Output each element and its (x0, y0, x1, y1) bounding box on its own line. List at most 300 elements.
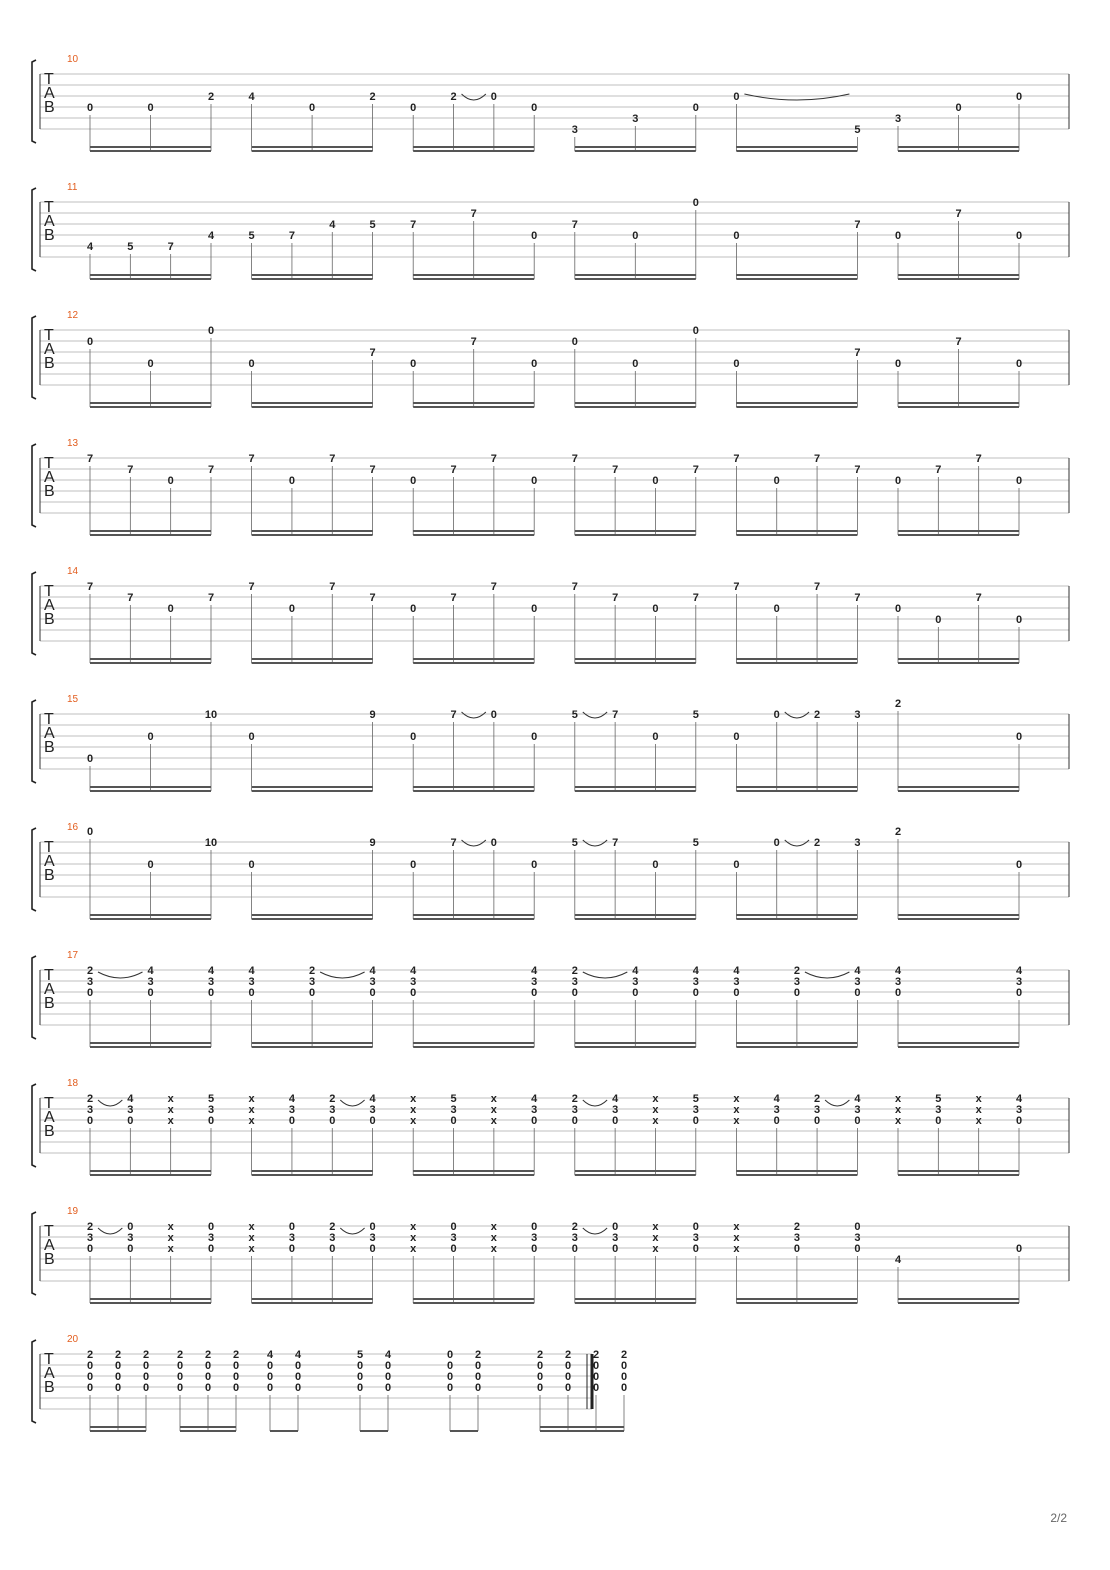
fret-number: 0 (620, 1382, 628, 1394)
system-bracket (32, 60, 36, 143)
fret-number: 2 (620, 1349, 628, 1361)
fret-number: x (167, 1104, 174, 1116)
fret-number: 2 (86, 1349, 94, 1361)
fret-number: 3 (1015, 1104, 1023, 1116)
fret-number: 0 (248, 987, 255, 999)
fret-number: 0 (410, 987, 417, 999)
fret-number: 3 (86, 1104, 94, 1116)
tie-arc (98, 1100, 122, 1106)
fret-number: 0 (248, 358, 255, 370)
fret-number: 0 (773, 837, 780, 849)
fret-number: 0 (369, 987, 376, 999)
fret-number: 3 (531, 976, 538, 988)
fret-number: 7 (86, 581, 94, 593)
tie-arc (98, 972, 143, 978)
fret-number: 7 (450, 464, 457, 476)
fret-number: 0 (147, 358, 154, 370)
fret-number: 7 (612, 592, 619, 604)
fret-number: 0 (176, 1360, 184, 1372)
system-bracket (32, 1340, 36, 1423)
fret-number: 7 (86, 453, 94, 465)
fret-number: x (410, 1093, 417, 1105)
fret-number: 0 (773, 1115, 780, 1127)
fret-number: 0 (294, 1360, 302, 1372)
fret-number: 2 (564, 1349, 572, 1361)
fret-number: x (410, 1243, 417, 1255)
fret-number: x (248, 1243, 255, 1255)
fret-number: 0 (356, 1371, 364, 1383)
fret-number: 4 (248, 91, 255, 103)
fret-number: 0 (446, 1360, 454, 1372)
fret-number: 3 (692, 1232, 699, 1244)
fret-number: 9 (369, 837, 376, 849)
fret-number: 0 (536, 1371, 544, 1383)
fret-number: 3 (632, 976, 639, 988)
fret-number: 7 (854, 347, 861, 359)
fret-number: 0 (652, 731, 659, 743)
fret-number: 2 (86, 1093, 94, 1105)
fret-number: 0 (531, 1115, 538, 1127)
fret-number: 0 (410, 102, 417, 114)
fret-number: 0 (652, 603, 659, 615)
tie-arc (320, 972, 365, 978)
fret-number: 2 (814, 837, 821, 849)
fret-number: x (894, 1093, 902, 1105)
fret-number: 7 (369, 347, 376, 359)
fret-number: 5 (369, 219, 376, 231)
fret-number: 0 (692, 1243, 699, 1255)
fret-number: 7 (975, 592, 982, 604)
fret-number: 0 (592, 1382, 600, 1394)
fret-number: 0 (309, 987, 316, 999)
fret-number: 3 (369, 976, 376, 988)
fret-number: 0 (369, 1243, 376, 1255)
fret-number: 7 (571, 453, 578, 465)
fret-number: 7 (450, 837, 457, 849)
bar-number: 11 (67, 182, 78, 193)
tab-clef-letter: T (44, 711, 54, 728)
fret-number: 0 (733, 731, 740, 743)
fret-number: 0 (147, 859, 154, 871)
fret-number: 0 (410, 859, 417, 871)
fret-number: 4 (147, 965, 154, 977)
fret-number: x (652, 1104, 659, 1116)
fret-number: x (975, 1115, 982, 1127)
fret-number: 0 (147, 987, 154, 999)
fret-number: 5 (571, 837, 578, 849)
fret-number: 3 (1015, 976, 1023, 988)
tie-arc (583, 712, 607, 718)
fret-number: 0 (329, 1115, 336, 1127)
system-bracket (32, 1084, 36, 1167)
fret-number: 0 (127, 1243, 134, 1255)
fret-number: 0 (1015, 614, 1023, 626)
fret-number: 7 (935, 464, 942, 476)
fret-number: 0 (955, 102, 962, 114)
tab-clef-letter: T (44, 583, 54, 600)
fret-number: 4 (773, 1093, 780, 1105)
fret-number: 5 (935, 1093, 942, 1105)
fret-number: 0 (564, 1360, 572, 1372)
fret-number: 0 (204, 1360, 212, 1372)
fret-number: 2 (329, 1221, 336, 1233)
fret-number: 0 (147, 102, 154, 114)
fret-number: 0 (446, 1371, 454, 1383)
fret-number: 0 (86, 826, 94, 838)
fret-number: 4 (692, 965, 699, 977)
fret-number: x (248, 1093, 255, 1105)
fret-number: 0 (86, 1115, 94, 1127)
fret-number: 0 (854, 1243, 861, 1255)
fret-number: 2 (86, 1221, 94, 1233)
fret-number: 7 (814, 453, 821, 465)
fret-number: 2 (814, 709, 821, 721)
fret-number: 7 (955, 336, 962, 348)
fret-number: 4 (369, 965, 376, 977)
fret-number: 3 (207, 1104, 215, 1116)
fret-number: 0 (692, 987, 699, 999)
fret-number: 3 (894, 113, 902, 125)
fret-number: 0 (1015, 731, 1023, 743)
fret-number: x (248, 1115, 255, 1127)
fret-number: x (733, 1221, 740, 1233)
fret-number: 0 (814, 1115, 821, 1127)
fret-number: 0 (446, 1382, 454, 1394)
fret-number: 2 (114, 1349, 122, 1361)
fret-number: 0 (773, 709, 780, 721)
fret-number: 0 (167, 603, 174, 615)
fret-number: x (248, 1232, 255, 1244)
fret-number: x (167, 1115, 174, 1127)
fret-number: 4 (86, 241, 94, 253)
tab-clef-letter: B (44, 611, 55, 628)
fret-number: 0 (384, 1360, 392, 1372)
fret-number: 0 (207, 1221, 215, 1233)
bar-number: 16 (67, 822, 79, 833)
tab-clef-letter: T (44, 1351, 54, 1368)
fret-number: 7 (814, 581, 821, 593)
fret-number: 0 (294, 1371, 302, 1383)
fret-number: 7 (854, 464, 861, 476)
fret-number: 5 (571, 709, 578, 721)
fret-number: 4 (612, 1093, 619, 1105)
bar-number: 10 (67, 54, 79, 65)
fret-number: 5 (692, 837, 699, 849)
fret-number: 0 (692, 102, 699, 114)
fret-number: x (410, 1232, 417, 1244)
fret-number: 3 (329, 1232, 336, 1244)
fret-number: 0 (531, 603, 538, 615)
fret-number: 5 (248, 230, 255, 242)
fret-number: 0 (652, 859, 659, 871)
system-bracket (32, 956, 36, 1039)
fret-number: 3 (450, 1232, 457, 1244)
fret-number: x (652, 1221, 659, 1233)
fret-number: 0 (531, 230, 538, 242)
fret-number: 7 (127, 464, 134, 476)
fret-number: 2 (450, 91, 457, 103)
fret-number: 0 (1015, 91, 1023, 103)
tie-arc (340, 1228, 364, 1234)
fret-number: 0 (773, 603, 780, 615)
fret-number: 3 (127, 1104, 134, 1116)
bar-number: 13 (67, 438, 79, 449)
system-bracket (32, 188, 36, 271)
bar-number: 18 (67, 1078, 79, 1089)
tab-clef-letter: T (44, 327, 54, 344)
fret-number: 0 (288, 1221, 295, 1233)
fret-number: x (490, 1221, 497, 1233)
tie-arc (785, 712, 809, 718)
fret-number: 0 (612, 1243, 619, 1255)
fret-number: 4 (632, 965, 639, 977)
fret-number: 0 (692, 1115, 699, 1127)
fret-number: 2 (207, 91, 215, 103)
fret-number: 2 (232, 1349, 240, 1361)
fret-number: 4 (384, 1349, 392, 1361)
bar-number: 19 (67, 1206, 79, 1217)
fret-number: 2 (309, 965, 316, 977)
tab-clef-letter: B (44, 995, 55, 1012)
fret-number: 3 (793, 976, 800, 988)
fret-number: 7 (692, 592, 699, 604)
tie-arc (462, 840, 486, 846)
fret-number: 0 (266, 1371, 274, 1383)
fret-number: x (652, 1243, 659, 1255)
fret-number: 0 (490, 91, 497, 103)
fret-number: 0 (294, 1382, 302, 1394)
fret-number: 0 (86, 102, 94, 114)
tab-clef-letter: T (44, 839, 54, 856)
fret-number: 3 (894, 976, 902, 988)
fret-number: 0 (733, 859, 740, 871)
fret-number: 0 (692, 325, 699, 337)
fret-number: x (733, 1093, 740, 1105)
fret-number: 7 (975, 453, 982, 465)
fret-number: 0 (176, 1382, 184, 1394)
fret-number: 0 (232, 1360, 240, 1372)
fret-number: 0 (142, 1382, 150, 1394)
tie-arc (583, 1100, 607, 1106)
fret-number: 0 (356, 1382, 364, 1394)
fret-number: 5 (692, 1093, 699, 1105)
fret-number: 0 (592, 1371, 600, 1383)
tab-clef-letter: A (44, 1365, 55, 1382)
fret-number: 3 (86, 976, 94, 988)
fret-number: 3 (410, 976, 417, 988)
tab-clef-letter: T (44, 967, 54, 984)
tab-clef-letter: B (44, 1251, 55, 1268)
fret-number: 0 (1015, 987, 1023, 999)
fret-number: 5 (692, 709, 699, 721)
fret-number: 0 (854, 1115, 861, 1127)
fret-number: 0 (632, 987, 639, 999)
fret-number: 3 (531, 1232, 538, 1244)
fret-number: 4 (248, 965, 255, 977)
bar-number: 12 (67, 310, 79, 321)
tie-arc (462, 712, 486, 718)
fret-number: 4 (266, 1349, 274, 1361)
fret-number: 7 (248, 453, 255, 465)
fret-number: 3 (450, 1104, 457, 1116)
fret-number: 4 (207, 965, 215, 977)
fret-number: 4 (894, 1254, 902, 1266)
fret-number: x (490, 1115, 497, 1127)
fret-number: 3 (571, 124, 578, 136)
fret-number: 7 (127, 592, 134, 604)
fret-number: 0 (450, 1221, 457, 1233)
fret-number: 0 (531, 102, 538, 114)
fret-number: 0 (114, 1382, 122, 1394)
fret-number: 0 (114, 1360, 122, 1372)
fret-number: 2 (204, 1349, 212, 1361)
tie-arc (583, 972, 628, 978)
fret-number: 7 (470, 336, 477, 348)
fret-number: 0 (733, 91, 740, 103)
fret-number: 4 (894, 965, 902, 977)
fret-number: 2 (894, 826, 902, 838)
fret-number: 3 (369, 1232, 376, 1244)
fret-number: 4 (294, 1349, 302, 1361)
fret-number: 3 (531, 1104, 538, 1116)
fret-number: x (733, 1232, 740, 1244)
tab-clef-letter: A (44, 725, 55, 742)
fret-number: 0 (142, 1360, 150, 1372)
fret-number: x (652, 1232, 659, 1244)
fret-number: x (167, 1232, 174, 1244)
tab-clef-letter: B (44, 355, 55, 372)
tab-clef-letter: T (44, 1095, 54, 1112)
fret-number: 0 (620, 1360, 628, 1372)
fret-number: 0 (450, 1115, 457, 1127)
fret-number: 0 (176, 1371, 184, 1383)
fret-number: 0 (207, 1115, 215, 1127)
page-number: 2/2 (1050, 1511, 1067, 1525)
fret-number: 2 (369, 91, 376, 103)
fret-number: 2 (571, 965, 578, 977)
fret-number: 0 (1015, 230, 1023, 242)
fret-number: 4 (1015, 965, 1023, 977)
tab-clef-letter: A (44, 1237, 55, 1254)
fret-number: 0 (127, 1221, 134, 1233)
tab-clef-letter: A (44, 981, 55, 998)
fret-number: 4 (329, 219, 336, 231)
tie-arc (744, 94, 849, 100)
tab-clef-letter: B (44, 1123, 55, 1140)
fret-number: 9 (369, 709, 376, 721)
fret-number: 3 (854, 976, 861, 988)
tab-clef-letter: A (44, 341, 55, 358)
fret-number: 0 (632, 230, 639, 242)
fret-number: 0 (531, 1243, 538, 1255)
fret-number: 2 (571, 1093, 578, 1105)
fret-number: 2 (474, 1349, 482, 1361)
system-bracket (32, 444, 36, 527)
fret-number: 0 (207, 1243, 215, 1255)
fret-number: 4 (288, 1093, 295, 1105)
fret-number: 3 (854, 1232, 861, 1244)
fret-number: 3 (571, 976, 578, 988)
fret-number: 3 (207, 1232, 215, 1244)
fret-number: 7 (329, 453, 336, 465)
tab-clef-letter: B (44, 99, 55, 116)
bar-number: 14 (67, 566, 79, 577)
fret-number: 0 (692, 197, 699, 209)
fret-number: 5 (854, 124, 861, 136)
fret-number: x (410, 1115, 417, 1127)
tab-clef-letter: T (44, 71, 54, 88)
system-bracket (32, 572, 36, 655)
fret-number: x (733, 1104, 740, 1116)
fret-number: 7 (571, 219, 578, 231)
fret-number: 0 (410, 475, 417, 487)
fret-number: 0 (114, 1371, 122, 1383)
fret-number: x (490, 1232, 497, 1244)
fret-number: 0 (329, 1243, 336, 1255)
fret-number: 0 (620, 1371, 628, 1383)
fret-number: 0 (474, 1360, 482, 1372)
fret-number: x (733, 1115, 740, 1127)
fret-number: 0 (86, 1360, 94, 1372)
fret-number: 4 (369, 1093, 376, 1105)
fret-number: 0 (793, 1243, 800, 1255)
fret-number: 0 (564, 1382, 572, 1394)
fret-number: 0 (356, 1360, 364, 1372)
fret-number: 10 (204, 709, 218, 721)
fret-number: 3 (329, 1104, 336, 1116)
fret-number: 3 (288, 1232, 295, 1244)
fret-number: x (167, 1093, 174, 1105)
fret-number: 7 (288, 230, 295, 242)
fret-number: x (410, 1221, 417, 1233)
fret-number: 0 (531, 475, 538, 487)
fret-number: x (894, 1104, 902, 1116)
fret-number: x (733, 1243, 740, 1255)
fret-number: 0 (531, 1221, 538, 1233)
fret-number: 0 (207, 325, 215, 337)
fret-number: 7 (369, 592, 376, 604)
fret-number: 3 (248, 976, 255, 988)
fret-number: 7 (733, 581, 740, 593)
fret-number: 0 (592, 1360, 600, 1372)
fret-number: 0 (288, 603, 295, 615)
fret-number: 3 (612, 1232, 619, 1244)
fret-number: 0 (733, 230, 740, 242)
fret-number: 0 (935, 1115, 942, 1127)
bar-number: 17 (67, 950, 79, 961)
fret-number: 7 (571, 581, 578, 593)
fret-number: 2 (793, 965, 800, 977)
fret-number: 2 (793, 1221, 800, 1233)
fret-number: 0 (410, 731, 417, 743)
fret-number: 0 (147, 731, 154, 743)
system-bracket (32, 1212, 36, 1295)
fret-number: 0 (266, 1382, 274, 1394)
tab-clef-letter: T (44, 1223, 54, 1240)
fret-number: 0 (733, 358, 740, 370)
fret-number: 7 (692, 464, 699, 476)
fret-number: 0 (564, 1371, 572, 1383)
fret-number: 5 (450, 1093, 457, 1105)
fret-number: 0 (490, 709, 497, 721)
fret-number: 0 (531, 358, 538, 370)
fret-number: 3 (288, 1104, 295, 1116)
tab-clef-letter: T (44, 455, 54, 472)
fret-number: 3 (571, 1104, 578, 1116)
fret-number: 4 (1015, 1093, 1023, 1105)
fret-number: x (652, 1093, 659, 1105)
fret-number: 0 (142, 1371, 150, 1383)
